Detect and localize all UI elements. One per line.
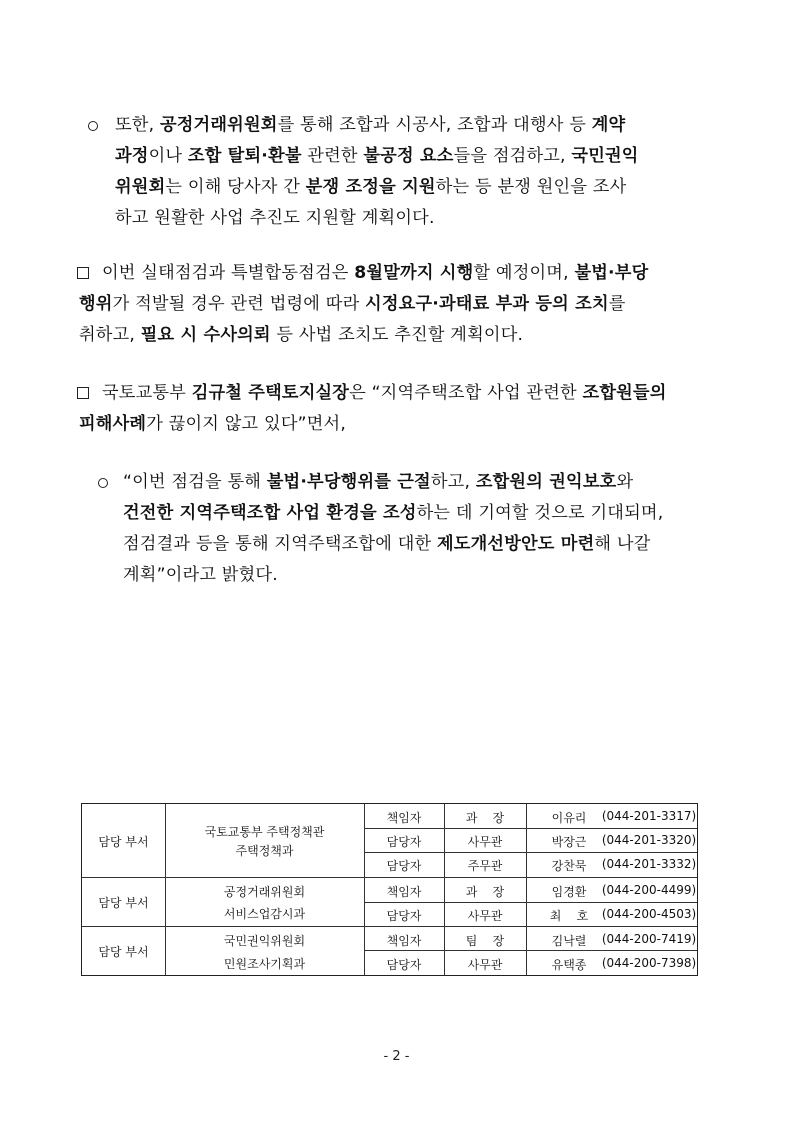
contact-phone: (044-201-3317) [601, 809, 697, 823]
paragraph-line: 점검결과 등을 통해 지역주택조합에 대한 제도개선방안도 마련해 나갈 [123, 534, 651, 554]
emphasis-text: 시정요구·과태료 부과 등의 조치 [365, 294, 609, 314]
contact-title: 사무관 [467, 909, 503, 923]
square-bullet-icon [77, 387, 89, 399]
emphasis-text: 조합원들의 [582, 383, 667, 403]
emphasis-text: 피해사례 [79, 414, 147, 434]
contact-phone: (044-201-3332) [601, 857, 697, 871]
paragraph-line: 또한, 공정거래위원회를 통해 조합과 시공사, 조합과 대행사 등 계약 [115, 115, 626, 135]
contact-phone: (044-200-4499) [601, 883, 697, 897]
contact-name: 강찬묵 [551, 859, 587, 873]
paragraph-line: “이번 점검을 통해 불법·부당행위를 근절하고, 조합원의 권익보호와 [123, 472, 634, 492]
paragraph-line: 행위가 적발될 경우 관련 법령에 따라 시정요구·과태료 부과 등의 조치를 [79, 294, 626, 314]
dept-label: 담당 부서 [98, 945, 149, 959]
paragraph-line: 취하고, 필요 시 수사의뢰 등 사법 조치도 추진할 계획이다. [79, 325, 524, 345]
dept-label: 담당 부서 [98, 896, 149, 910]
emphasis-text: 계약 [591, 115, 626, 135]
org-name: 주택정책과 [235, 844, 294, 858]
paragraph-line: 계획”이라고 밝혔다. [123, 565, 278, 585]
emphasis-text: 불법·부당행위를 근절 [266, 472, 431, 492]
page-number: - 2 - [383, 1049, 410, 1064]
paragraph-line: 위원회는 이해 당사자 간 분쟁 조정을 지원하는 등 분쟁 원인을 조사 [115, 177, 627, 197]
contact-title: 사무관 [467, 835, 503, 849]
contact-name: 이유리 [551, 811, 587, 825]
paragraph-line: 하고 원활한 사업 추진도 지원할 계획이다. [115, 208, 435, 228]
emphasis-text: 분쟁 조정을 지원 [305, 177, 436, 197]
contact-role: 담당자 [386, 909, 422, 923]
paragraph-line: 피해사례가 끊이지 않고 있다”면서, [79, 414, 347, 434]
emphasis-text: 위원회 [115, 177, 166, 197]
org-name: 서비스업감시과 [223, 907, 306, 921]
contact-role: 책임자 [386, 934, 422, 948]
contact-name: 유택종 [551, 958, 587, 972]
contact-role: 담당자 [386, 958, 422, 972]
emphasis-text: 건전한 지역주택조합 사업 환경을 조성 [123, 503, 417, 523]
emphasis-text: 행위 [79, 294, 113, 314]
contact-table [81, 803, 698, 976]
contact-phone: (044-200-7419) [601, 932, 697, 946]
emphasis-text: 불법·부당 [574, 263, 649, 283]
org-name: 국민권익위원회 [223, 934, 306, 948]
emphasis-text: 제도개선방안도 마련 [436, 534, 595, 554]
emphasis-text: 조합원의 권익보호 [475, 472, 617, 492]
emphasis-text: 불공정 요소 [363, 146, 454, 166]
contact-title: 주무관 [467, 859, 503, 873]
dept-label: 담당 부서 [98, 835, 149, 849]
emphasis-text: 필요 시 수사의뢰 [140, 325, 271, 345]
contact-phone: (044-201-3320) [601, 833, 697, 847]
contact-title: 과 장 [465, 811, 505, 825]
contact-name: 최 호 [549, 909, 589, 923]
circle-bullet-icon [88, 121, 98, 131]
square-bullet-icon [77, 267, 89, 279]
org-name: 공정거래위원회 [223, 885, 306, 899]
org-name: 민원조사기획과 [223, 957, 306, 971]
contact-name: 김낙렬 [551, 934, 587, 948]
contact-role: 담당자 [386, 835, 422, 849]
contact-role: 책임자 [386, 885, 422, 899]
contact-title: 팀 장 [465, 934, 505, 948]
contact-phone: (044-200-7398) [601, 956, 697, 970]
org-name: 국토교통부 주택정책관 [204, 825, 325, 839]
emphasis-text: 조합 탈퇴·환불 [187, 146, 302, 166]
contact-role: 책임자 [386, 811, 422, 825]
paragraph-line: 이번 실태점검과 특별합동점검은 8월말까지 시행할 예정이며, 불법·부당 [102, 263, 649, 283]
circle-bullet-icon [98, 478, 108, 488]
contact-name: 임경환 [551, 885, 587, 899]
emphasis-text: 과정 [115, 146, 149, 166]
contact-title: 과 장 [465, 885, 505, 899]
contact-phone: (044-200-4503) [601, 907, 697, 921]
emphasis-text: 8월말까지 시행 [354, 263, 474, 283]
contact-role: 담당자 [386, 859, 422, 873]
emphasis-text: 국민권익 [571, 146, 639, 166]
contact-title: 사무관 [467, 958, 503, 972]
paragraph-line: 국토교통부 김규철 주택토지실장은 “지역주택조합 사업 관련한 조합원들의 [102, 383, 667, 403]
emphasis-text: 김규철 주택토지실장 [191, 383, 350, 403]
paragraph-line: 과정이나 조합 탈퇴·환불 관련한 불공정 요소들을 점검하고, 국민권익 [115, 146, 639, 166]
paragraph-line: 건전한 지역주택조합 사업 환경을 조성하는 데 기여할 것으로 기대되며, [123, 503, 664, 523]
emphasis-text: 공정거래위원회 [159, 115, 278, 135]
contact-name: 박장근 [551, 835, 587, 849]
